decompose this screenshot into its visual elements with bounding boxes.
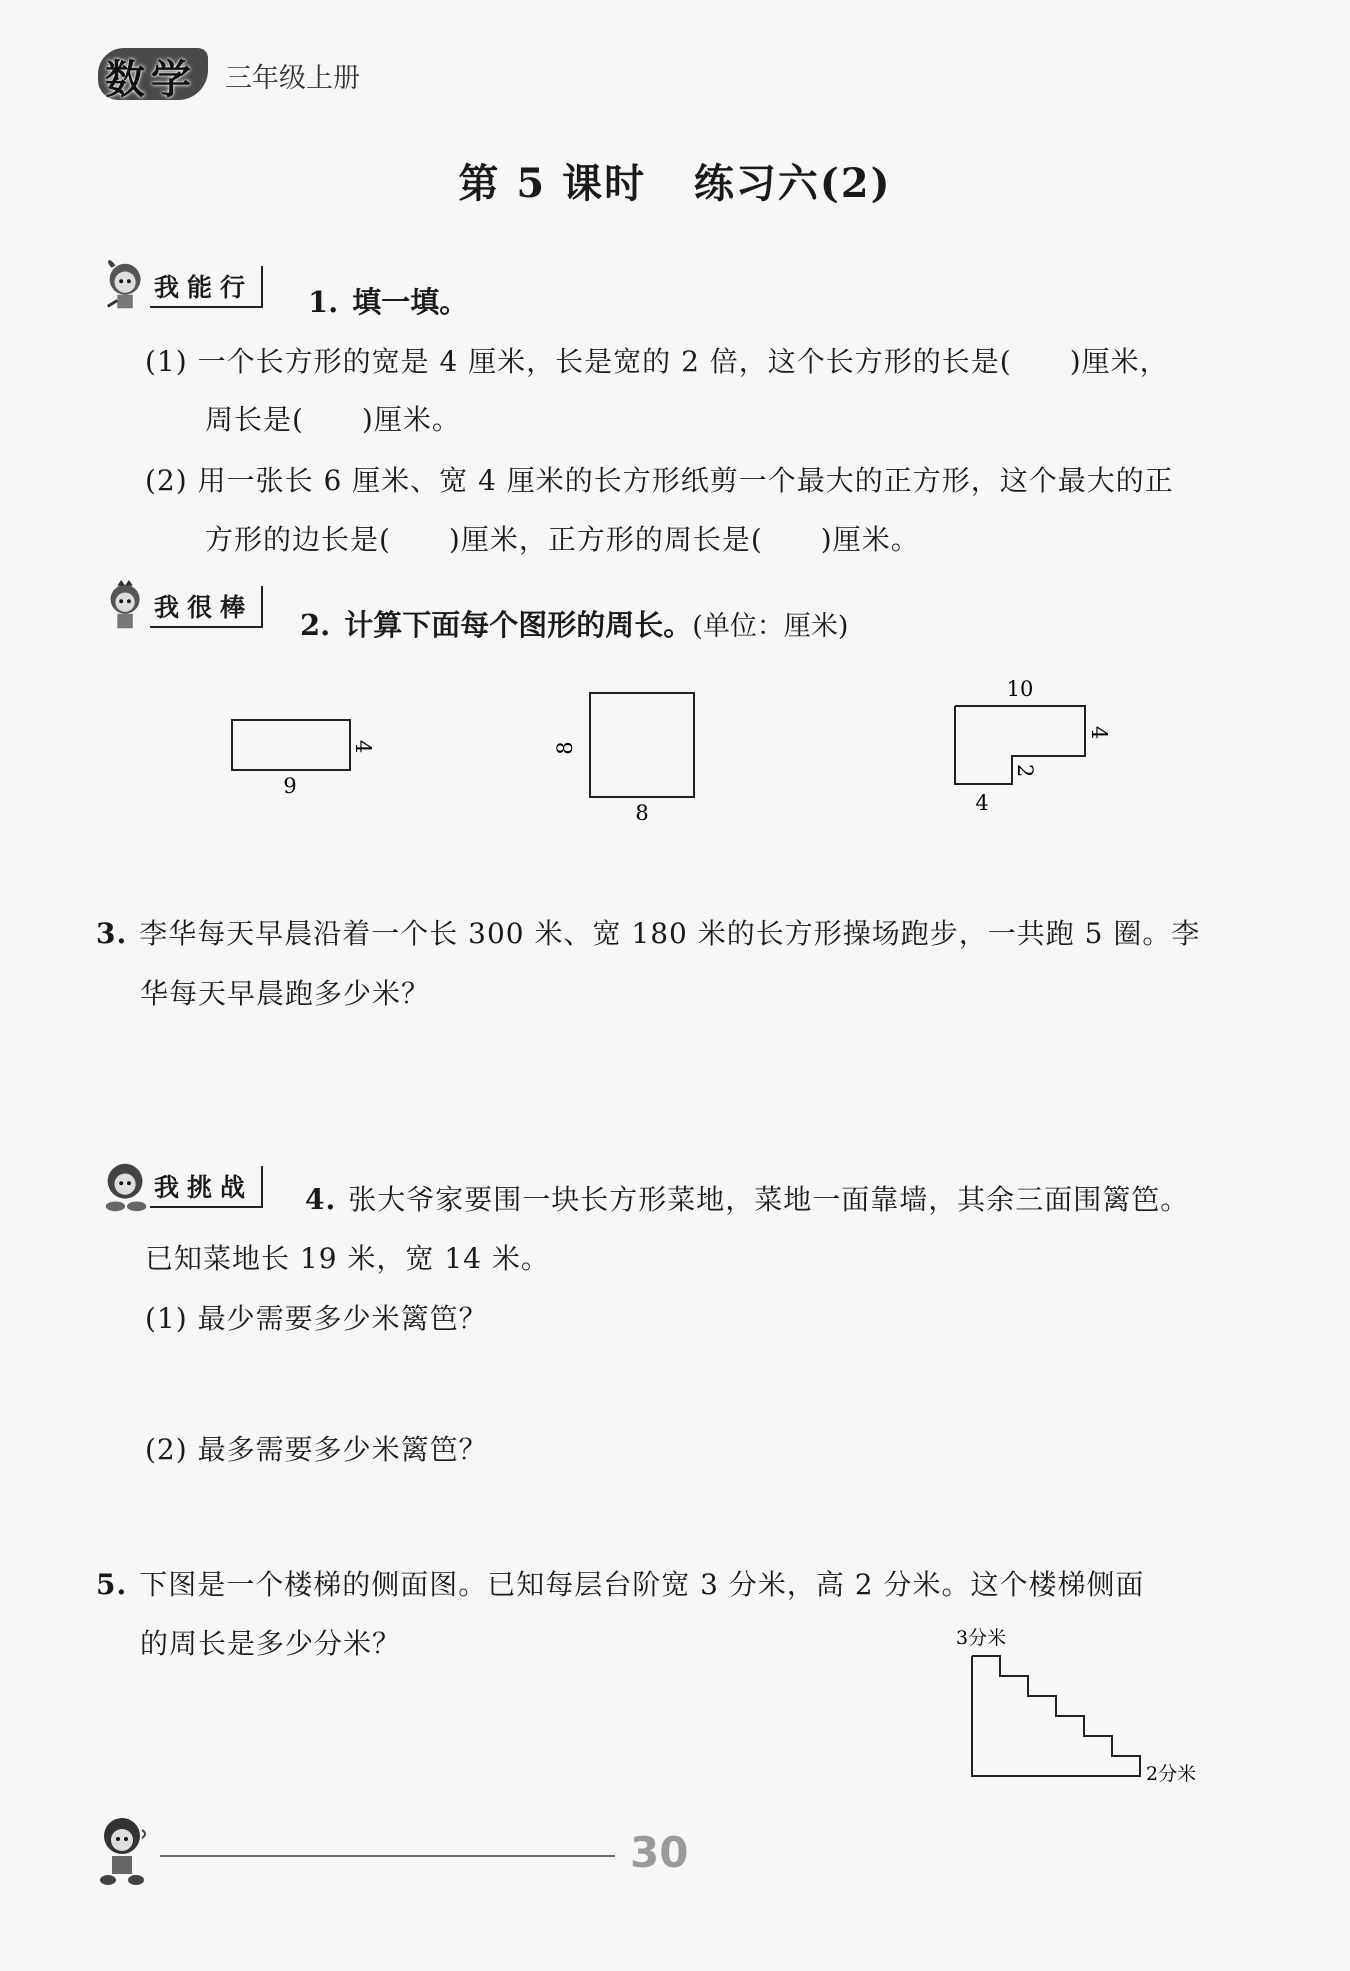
rectangle-width-label: 4 bbox=[351, 740, 375, 754]
square-figure bbox=[590, 693, 694, 797]
page-number: 30 bbox=[630, 1828, 689, 1877]
question-1-title bbox=[308, 280, 468, 321]
q4-line1 bbox=[305, 1178, 1189, 1218]
footer-rule bbox=[160, 1855, 615, 1857]
q4-line2: 已知菜地长 19 米，宽 14 米。 bbox=[145, 1242, 550, 1275]
question-2-title bbox=[300, 603, 848, 644]
question-text: 张大爷家要围一块长方形菜地，菜地一面靠墙，其余三面围篱笆。 bbox=[348, 1183, 1190, 1216]
question-number: 5. bbox=[96, 1568, 128, 1601]
q1-part2-line1: (2) 用一张长 6 厘米、宽 4 厘米的长方形纸剪一个最大的正方形，这个最大的正 bbox=[145, 464, 1174, 497]
q3-line2: 华每天早晨跑多少米？ bbox=[140, 977, 431, 1010]
boy-mascot-icon bbox=[98, 578, 156, 636]
mascot-footer-icon bbox=[92, 1812, 158, 1890]
staircase-figure bbox=[950, 1620, 1250, 1800]
question-text: 填一填。 bbox=[352, 285, 469, 319]
section-badge-1 bbox=[98, 258, 263, 316]
unit-note: (单位：厘米) bbox=[692, 611, 849, 642]
question-text: 李华每天早晨沿着一个长 300 米、宽 180 米的长方形操场跑步，一共跑 5 圈。李 bbox=[139, 917, 1201, 950]
question-number: 1. bbox=[308, 285, 339, 319]
staircase-outline bbox=[972, 1656, 1140, 1776]
l-shape-notch-label: 2 bbox=[1013, 764, 1037, 778]
section-label: 我能行 bbox=[150, 266, 263, 308]
section-label: 我很棒 bbox=[150, 586, 263, 628]
q1-part1-line2: 周长是( )厘米。 bbox=[205, 403, 461, 436]
grade-label: 三年级上册 bbox=[225, 63, 360, 94]
q5-line2: 的周长是多少分米？ bbox=[140, 1627, 402, 1660]
l-shape-bottom-label: 4 bbox=[975, 791, 989, 815]
question-number: 2. bbox=[300, 608, 331, 642]
square-side-label-bottom: 8 bbox=[635, 801, 649, 825]
perimeter-figures bbox=[220, 670, 1120, 830]
section-badge-3 bbox=[98, 1158, 263, 1216]
l-shape-top-label: 10 bbox=[1006, 677, 1034, 701]
question-text: 计算下面每个图形的周长。 bbox=[344, 608, 693, 642]
step-width-label: 3分米 bbox=[956, 1627, 1007, 1649]
step-height-label: 2分米 bbox=[1146, 1763, 1197, 1785]
l-shape-right-label: 4 bbox=[1087, 726, 1111, 740]
square-side-label-left: 8 bbox=[553, 741, 577, 755]
section-badge-2 bbox=[98, 578, 263, 636]
rectangle-figure bbox=[232, 720, 350, 770]
q4-part1: (1) 最少需要多少米篱笆？ bbox=[145, 1302, 488, 1335]
q3-line1 bbox=[96, 912, 1200, 952]
lesson-title: 第 5 课时 练习六(2) bbox=[458, 160, 892, 207]
question-number: 3. bbox=[96, 917, 128, 950]
q1-part1-line1: (1) 一个长方形的宽是 4 厘米，长是宽的 2 倍，这个长方形的长是( )厘米， bbox=[145, 345, 1169, 378]
q1-part2-line2: 方形的边长是( )厘米，正方形的周长是( )厘米。 bbox=[205, 523, 920, 556]
girl-mascot-icon bbox=[98, 258, 156, 316]
rectangle-length-label: 9 bbox=[283, 774, 297, 798]
q4-part2: (2) 最多需要多少米篱笆？ bbox=[145, 1433, 488, 1466]
section-label: 我挑战 bbox=[150, 1166, 263, 1208]
question-text: 下图是一个楼梯的侧面图。已知每层台阶宽 3 分米，高 2 分米。这个楼梯侧面 bbox=[139, 1568, 1145, 1601]
q5-line1 bbox=[96, 1563, 1144, 1603]
question-number: 4. bbox=[305, 1183, 337, 1216]
kid-mascot-icon bbox=[98, 1158, 156, 1216]
subject-title: 数学 bbox=[105, 57, 197, 103]
